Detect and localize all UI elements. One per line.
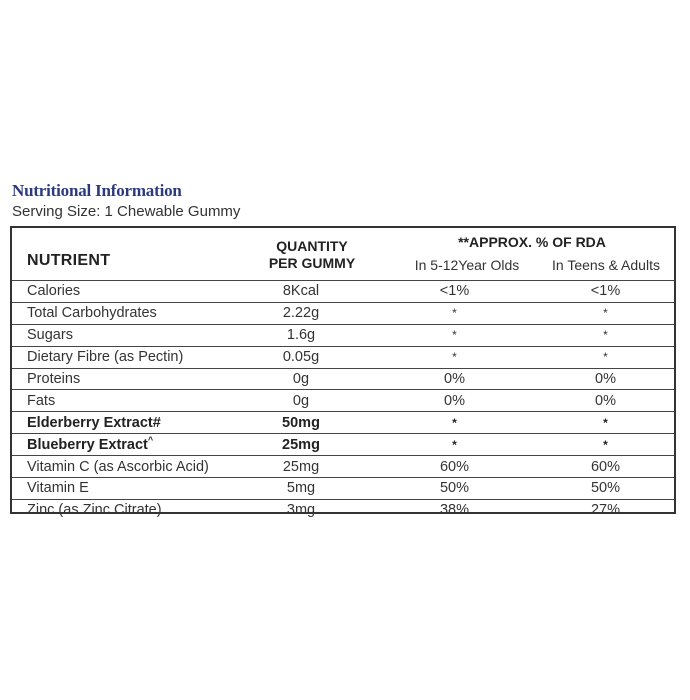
quantity-value: 0.05g: [252, 346, 372, 368]
rda-children-value: *: [372, 324, 537, 346]
table-row: [12, 499, 674, 520]
rda-children-value: 50%: [372, 478, 537, 500]
nutrient-name-text: Dietary Fibre (as Pectin): [27, 349, 184, 366]
rda-adults-value: 0%: [537, 390, 674, 412]
nutrient-name-text: Total Carbohydrates: [27, 305, 157, 322]
nutrient-rows-body: [12, 281, 674, 521]
quantity-value: 3mg: [252, 499, 372, 520]
header-nutrient: NUTRIENT: [27, 252, 111, 269]
nutrient-rows: [12, 280, 674, 521]
rda-adults-value: *: [537, 346, 674, 368]
rda-children-value: *: [372, 302, 537, 324]
rda-adults-value: 60%: [537, 456, 674, 478]
table-row: [12, 478, 674, 500]
rda-adults-value: <1%: [537, 281, 674, 303]
table-row: [12, 302, 674, 324]
header-rda: **APPROX. % OF RDA: [458, 234, 606, 250]
nutrient-name-text: Blueberry Extract: [27, 436, 148, 453]
nutrient-name-text: Proteins: [27, 371, 81, 387]
nutrient-name: [12, 390, 252, 412]
table-row: [12, 346, 674, 368]
nutrient-name-text: Calories: [27, 283, 81, 300]
nutrient-name: [12, 499, 252, 520]
quantity-value: 50mg: [252, 412, 372, 434]
quantity-value: 5mg: [252, 478, 372, 500]
nutrient-name: [12, 478, 252, 500]
table-row: [12, 324, 674, 346]
quantity-value: 0g: [252, 390, 372, 412]
page-title: Nutritional Information: [12, 181, 182, 200]
header-quantity-line2: PER GUMMY: [268, 255, 356, 271]
nutrient-name: [12, 346, 252, 368]
rda-adults-value: *: [537, 324, 674, 346]
nutrient-name-text: Elderberry Extract#: [27, 414, 161, 431]
rda-children-value: *: [372, 346, 537, 368]
rda-adults-value: 50%: [537, 478, 674, 500]
nutrient-name: [12, 412, 252, 434]
nutrient-name-text: Vitamin E: [27, 480, 89, 497]
rda-adults-value: *: [537, 302, 674, 324]
table-row: [12, 368, 674, 390]
nutrient-name-text: Fats: [27, 392, 56, 409]
rda-children-value: 60%: [372, 456, 537, 478]
rda-children-value: *: [372, 412, 537, 434]
nutrient-name: [12, 434, 252, 456]
header-children: In 5-12Year Olds: [414, 257, 520, 273]
rda-children-value: 0%: [372, 390, 537, 412]
rda-adults-value: *: [537, 412, 674, 434]
header-adults: In Teens & Adults: [552, 257, 660, 273]
table-row: [12, 281, 674, 303]
quantity-value: 25mg: [252, 434, 372, 456]
footnote-marker: ^: [147, 434, 154, 445]
rda-children-value: 38%: [372, 499, 537, 520]
header-quantity-line1: QUANTITY: [276, 238, 348, 254]
nutrition-table: [10, 226, 676, 519]
nutrient-name: [12, 324, 252, 346]
table-row: [12, 456, 674, 478]
quantity-value: 2.22g: [252, 302, 372, 324]
table-header: [12, 228, 674, 280]
nutrient-name-text: Vitamin C (as Ascorbic Acid): [27, 458, 209, 475]
nutrient-name: [12, 302, 252, 324]
table-row: [12, 390, 674, 412]
nutrient-name: [12, 368, 252, 390]
table-row: [12, 434, 674, 456]
rda-children-value: *: [372, 434, 537, 456]
rda-adults-value: 0%: [537, 368, 674, 390]
serving-size: Serving Size: 1 Chewable Gummy: [12, 203, 241, 220]
quantity-value: 8Kcal: [252, 281, 372, 303]
rda-children-value: 0%: [372, 368, 537, 390]
quantity-value: 1.6g: [252, 324, 372, 346]
rda-adults-value: 27%: [537, 499, 674, 520]
header-quantity: [252, 238, 372, 272]
nutrient-name: [12, 281, 252, 303]
nutrient-name: [12, 456, 252, 478]
table-row: [12, 412, 674, 434]
rda-adults-value: *: [537, 434, 674, 456]
nutrient-name-text: Sugars: [27, 327, 73, 344]
quantity-value: 25mg: [252, 456, 372, 478]
quantity-value: 0g: [252, 368, 372, 390]
rda-children-value: <1%: [372, 281, 537, 303]
nutrient-name-text: Zinc (as Zinc Citrate): [27, 502, 162, 519]
